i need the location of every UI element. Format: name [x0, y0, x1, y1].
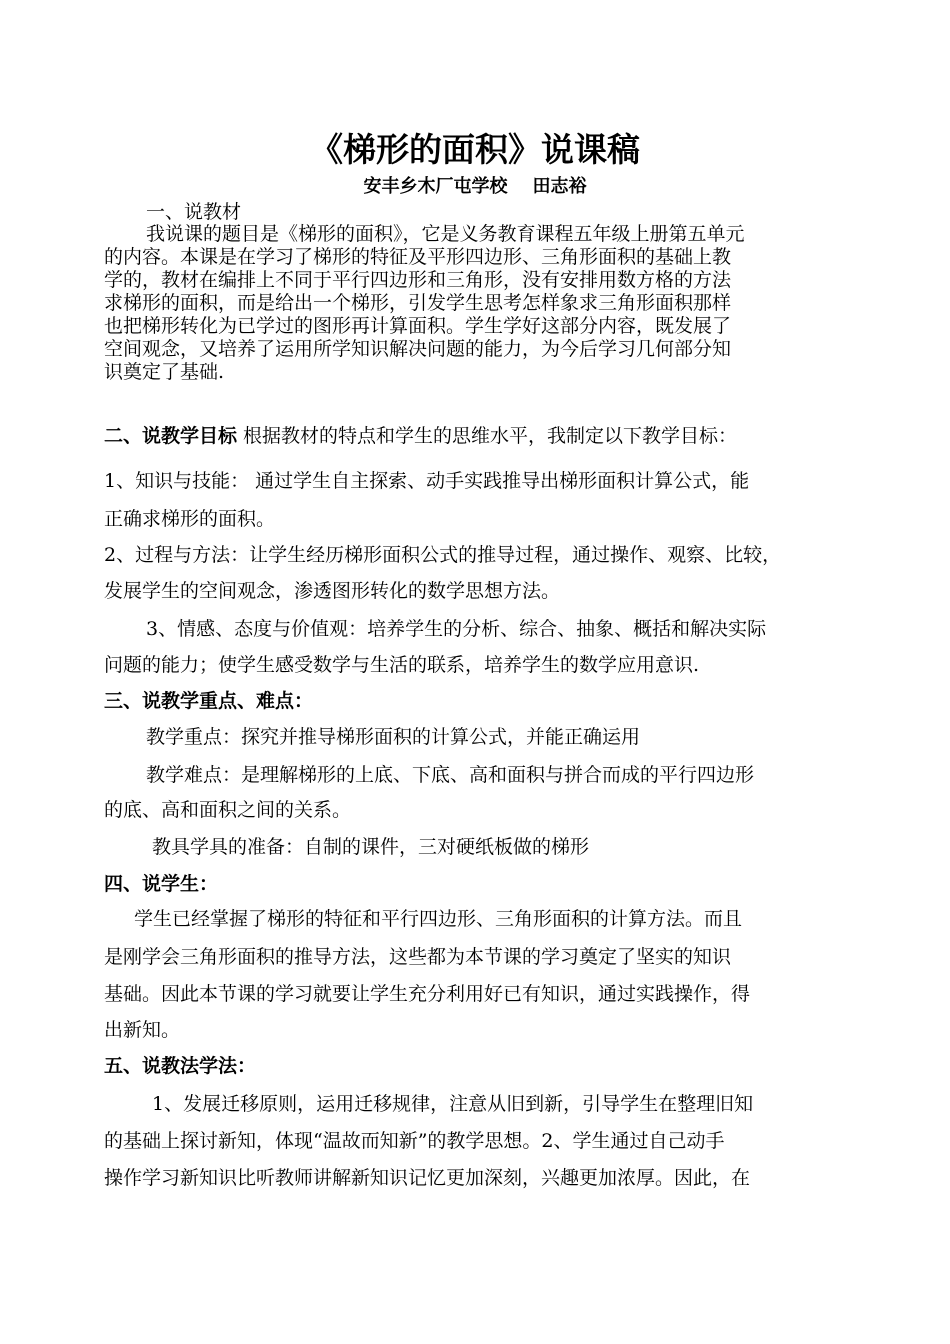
section2-line: 2、过程与方法：让学生经历梯形面积公式的推导过程，通过操作、观察、比较，	[104, 544, 782, 566]
section2-heading-line	[104, 423, 737, 449]
section2-line: 问题的能力；使学生感受数学与生活的联系，培养学生的数学应用意识.	[104, 654, 700, 676]
section1-heading: 一、说教材	[146, 201, 242, 223]
section4-line: 基础。因此本节课的学习就要让学生充分利用好已有知识，通过实践操作，得	[104, 983, 751, 1005]
section3-heading: 三、说教学重点、难点：	[104, 690, 314, 712]
section1-line: 也把梯形转化为已学过的图形再计算面积。学生学好这部分内容，既发展了	[104, 315, 732, 337]
section4-line: 学生已经掌握了梯形的特征和平行四边形、三角形面积的计算方法。而且	[134, 908, 743, 930]
section1-line: 的内容。本课是在学习了梯形的特征及平形四边形、三角形面积的基础上教	[104, 246, 732, 268]
section5-line: 1、发展迁移原则，运用迁移规律，注意从旧到新，引导学生在整理旧知	[152, 1093, 754, 1115]
section5-line: 操作学习新知识比听教师讲解新知识记忆更加深刻，兴趣更加浓厚。因此，在	[104, 1167, 751, 1189]
section2-line: 1、知识与技能： 通过学生自主探索、动手实践推导出梯形面积计算公式，能	[104, 470, 750, 492]
section1-line: 学的，教材在编排上不同于平行四边形和三角形，没有安排用数方格的方法	[104, 269, 732, 291]
section2-line: 3、情感、态度与价值观：培养学生的分析、综合、抽象、概括和解决实际	[146, 618, 767, 640]
section1-line: 求梯形的面积，而是给出一个梯形，引发学生思考怎样象求三角形面积那样	[104, 292, 732, 314]
section2-heading-rest: 根据教材的特点和学生的思维水平，我制定以下教学目标：	[237, 425, 738, 447]
document-title: 《梯形的面积》说课稿	[310, 130, 640, 169]
section2-heading: 二、说教学目标	[104, 425, 238, 447]
section1-line: 空间观念，又培养了运用所学知识解决问题的能力，为今后学习几何部分知	[104, 338, 732, 360]
section4-line: 是刚学会三角形面积的推导方法，这些都为本节课的学习奠定了坚实的知识	[104, 946, 732, 968]
section3-line: 教具学具的准备：自制的课件，三对硬纸板做的梯形	[152, 836, 590, 858]
section3-line: 教学难点：是理解梯形的上底、下底、高和面积与拼合而成的平行四边形	[146, 764, 755, 786]
section5-heading: 五、说教法学法：	[104, 1055, 257, 1077]
section3-line: 的底、高和面积之间的关系。	[104, 799, 352, 821]
section4-line: 出新知。	[104, 1019, 181, 1041]
section1-line: 识奠定了基础.	[104, 361, 225, 383]
section3-line: 教学重点：探究并推导梯形面积的计算公式，并能正确运用	[146, 726, 641, 748]
section2-line: 正确求梯形的面积。	[104, 508, 276, 530]
section5-line: 的基础上探讨新知，体现“温故而知新”的教学思想。2、学生通过自己动手	[104, 1130, 725, 1152]
document-subtitle: 安丰乡木厂屯学校 田志裕	[363, 176, 587, 197]
section2-line: 发展学生的空间观念，渗透图形转化的数学思想方法。	[104, 580, 561, 602]
section4-heading: 四、说学生：	[104, 873, 219, 895]
section1-line: 我说课的题目是《梯形的面积》，它是义务教育课程五年级上册第五单元	[146, 223, 745, 245]
